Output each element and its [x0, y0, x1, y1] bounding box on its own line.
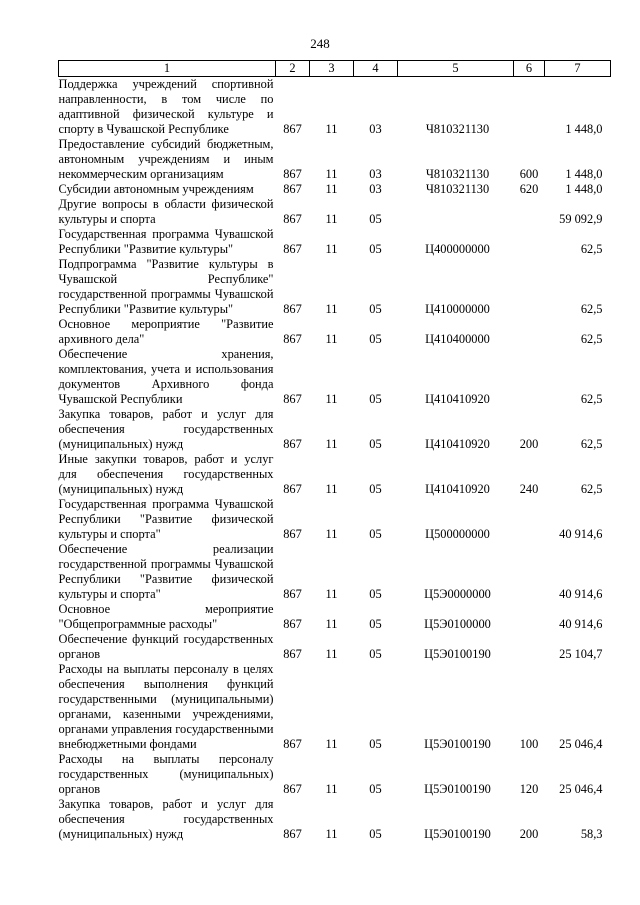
table-row [59, 347, 611, 407]
amount-value: 62,5 [580, 392, 603, 406]
subsection-code: 03 [369, 122, 382, 136]
target-article-code: Ц5Э0100190 [424, 737, 491, 751]
ministry-code: 867 [283, 302, 302, 316]
column-header: 5 [398, 61, 514, 77]
ministry-code: 867 [283, 617, 302, 631]
section-code: 11 [325, 737, 338, 751]
column-header: 1 [59, 61, 276, 77]
table-row [59, 542, 611, 602]
row-description: Закупка товаров, работ и услуг для обеспечения государственных (муниципальных) нужд [58, 797, 274, 841]
row-description: Расходы на выплаты персоналу государственных (муниципальных) органов [58, 752, 274, 796]
subsection-code: 03 [369, 167, 382, 181]
expense-type-code: 200 [519, 827, 539, 841]
target-article-code: Ц410410920 [425, 437, 490, 451]
row-description: Обеспечение реализации государственной программы Чувашской Республики "Развитие физической культуры и спорта" [58, 542, 274, 601]
subsection-code: 05 [369, 392, 382, 406]
expense-type-code [514, 227, 545, 257]
target-article-code: Ц5Э0100190 [424, 782, 491, 796]
amount-value: 62,5 [580, 482, 603, 496]
ministry-code: 867 [283, 737, 302, 751]
expense-type-code [514, 602, 545, 632]
row-description: Обеспечение хранения, комплектования, учета и использования документов Архивного фонда Чувашской Республики [58, 347, 274, 406]
target-article-code: Ц500000000 [425, 527, 490, 541]
amount-value: 40 914,6 [559, 617, 603, 631]
ministry-code: 867 [283, 122, 302, 136]
ministry-code: 867 [283, 827, 302, 841]
table-row [59, 317, 611, 347]
subsection-code: 05 [369, 737, 382, 751]
expense-type-code: 600 [519, 167, 539, 181]
target-article-code: Ц410400000 [425, 332, 490, 346]
subsection-code: 05 [369, 302, 382, 316]
target-article-code: Ц5Э0100000 [424, 617, 491, 631]
row-description: Расходы на выплаты персоналу в целях обеспечения выполнения функций государственными (муниципальными) органами, казенными учреждениями, органами управления государственными внебюджетными фондами [58, 662, 274, 751]
expense-type-code [514, 257, 545, 317]
amount-value: 40 914,6 [559, 527, 603, 541]
amount-value: 1 448,0 [565, 167, 603, 181]
table-row [59, 797, 611, 842]
target-article-code: Ч810321130 [425, 167, 490, 181]
expense-type-code: 620 [519, 182, 539, 196]
target-article-code: Ц5Э0000000 [424, 587, 491, 601]
column-header: 7 [545, 61, 611, 77]
target-article-code: Ц400000000 [425, 242, 490, 256]
section-code: 11 [325, 827, 338, 841]
amount-value: 25 046,4 [559, 737, 603, 751]
ministry-code: 867 [283, 482, 302, 496]
section-code: 11 [325, 302, 338, 316]
budget-table [58, 60, 611, 842]
subsection-code: 05 [369, 827, 382, 841]
ministry-code: 867 [283, 182, 302, 196]
table-row [59, 407, 611, 452]
header-row [59, 61, 611, 77]
subsection-code: 05 [369, 437, 382, 451]
section-code: 11 [325, 647, 338, 661]
table-row [59, 182, 611, 197]
ministry-code: 867 [283, 212, 302, 226]
amount-value: 58,3 [580, 827, 603, 841]
section-code: 11 [325, 587, 338, 601]
table-row [59, 752, 611, 797]
amount-value: 40 914,6 [559, 587, 603, 601]
target-article-code: Ч810321130 [425, 122, 490, 136]
row-description: Предоставление субсидий бюджетным, автономным учреждениям и иным некоммерческим организациям [58, 137, 274, 181]
row-description: Закупка товаров, работ и услуг для обеспечения государственных (муниципальных) нужд [58, 407, 274, 451]
section-code: 11 [325, 392, 338, 406]
expense-type-code: 200 [519, 437, 539, 451]
amount-value: 25 046,4 [559, 782, 603, 796]
subsection-code: 03 [369, 182, 382, 196]
expense-type-code [514, 542, 545, 602]
expense-type-code [514, 197, 545, 227]
amount-value: 62,5 [580, 437, 603, 451]
ministry-code: 867 [283, 587, 302, 601]
target-article-code: Ч810321130 [425, 182, 490, 196]
row-description: Иные закупки товаров, работ и услуг для обеспечения государственных (муниципальных) нужд [58, 452, 274, 496]
amount-value: 1 448,0 [565, 182, 603, 196]
subsection-code: 05 [369, 242, 382, 256]
row-description: Государственная программа Чувашской Республики "Развитие культуры" [58, 227, 274, 256]
section-code: 11 [325, 182, 338, 196]
target-article-code: Ц5Э0100190 [424, 827, 491, 841]
expense-type-code [514, 347, 545, 407]
table-row [59, 137, 611, 182]
row-description: Основное мероприятие "Развитие архивного дела" [58, 317, 274, 346]
ministry-code: 867 [283, 782, 302, 796]
amount-value: 1 448,0 [565, 122, 603, 136]
amount-value: 62,5 [580, 242, 603, 256]
table-row [59, 257, 611, 317]
table-row [59, 227, 611, 257]
subsection-code: 05 [369, 647, 382, 661]
section-code: 11 [325, 122, 338, 136]
ministry-code: 867 [283, 437, 302, 451]
amount-value: 62,5 [580, 332, 603, 346]
subsection-code: 05 [369, 587, 382, 601]
section-code: 11 [325, 482, 338, 496]
row-description: Основное мероприятие "Общепрограммные расходы" [58, 602, 274, 631]
ministry-code: 867 [283, 167, 302, 181]
expense-type-code: 120 [519, 782, 539, 796]
subsection-code: 05 [369, 782, 382, 796]
expense-type-code [514, 632, 545, 662]
ministry-code: 867 [283, 332, 302, 346]
row-description: Обеспечение функций государственных органов [58, 632, 274, 661]
expense-type-code: 100 [519, 737, 539, 751]
amount-value: 25 104,7 [559, 647, 603, 661]
table-row [59, 77, 611, 138]
row-description: Другие вопросы в области физической культуры и спорта [58, 197, 274, 226]
table-row [59, 632, 611, 662]
target-article-code: Ц5Э0100190 [424, 647, 491, 661]
section-code: 11 [325, 437, 338, 451]
subsection-code: 05 [369, 482, 382, 496]
expense-type-code [514, 497, 545, 542]
row-description: Государственная программа Чувашской Республики "Развитие физической культуры и спорта" [58, 497, 274, 541]
subsection-code: 05 [369, 527, 382, 541]
section-code: 11 [325, 782, 338, 796]
section-code: 11 [325, 167, 338, 181]
row-description: Субсидии автономным учреждениям [58, 182, 254, 196]
column-header: 2 [276, 61, 310, 77]
expense-type-code [514, 317, 545, 347]
ministry-code: 867 [283, 527, 302, 541]
subsection-code: 05 [369, 332, 382, 346]
table-row [59, 602, 611, 632]
table-row [59, 197, 611, 227]
target-article-code: Ц410410920 [425, 392, 490, 406]
ministry-code: 867 [283, 647, 302, 661]
target-article-code: Ц410410920 [425, 482, 490, 496]
ministry-code: 867 [283, 242, 302, 256]
amount-value: 59 092,9 [559, 212, 603, 226]
amount-value: 62,5 [580, 302, 603, 316]
section-code: 11 [325, 617, 338, 631]
table-row [59, 662, 611, 752]
section-code: 11 [325, 527, 338, 541]
section-code: 11 [325, 242, 338, 256]
section-code: 11 [325, 332, 338, 346]
expense-type-code: 240 [519, 482, 539, 496]
row-description: Подпрограмма "Развитие культуры в Чувашской Республике" государственной программы Чувашской Республики "Развитие культуры" [58, 257, 274, 316]
subsection-code: 05 [369, 617, 382, 631]
column-header: 4 [354, 61, 398, 77]
table-row [59, 497, 611, 542]
target-article-code: Ц410000000 [425, 302, 490, 316]
column-header: 6 [514, 61, 545, 77]
target-article-code [398, 197, 514, 227]
table-row [59, 452, 611, 497]
ministry-code: 867 [283, 392, 302, 406]
page-number: 248 [310, 36, 330, 51]
row-description: Поддержка учреждений спортивной направленности, в том числе по адаптивной физической культуре и спорту в Чувашской Республике [58, 77, 274, 136]
section-code: 11 [325, 212, 338, 226]
column-header: 3 [310, 61, 354, 77]
expense-type-code [514, 77, 545, 138]
subsection-code: 05 [369, 212, 382, 226]
